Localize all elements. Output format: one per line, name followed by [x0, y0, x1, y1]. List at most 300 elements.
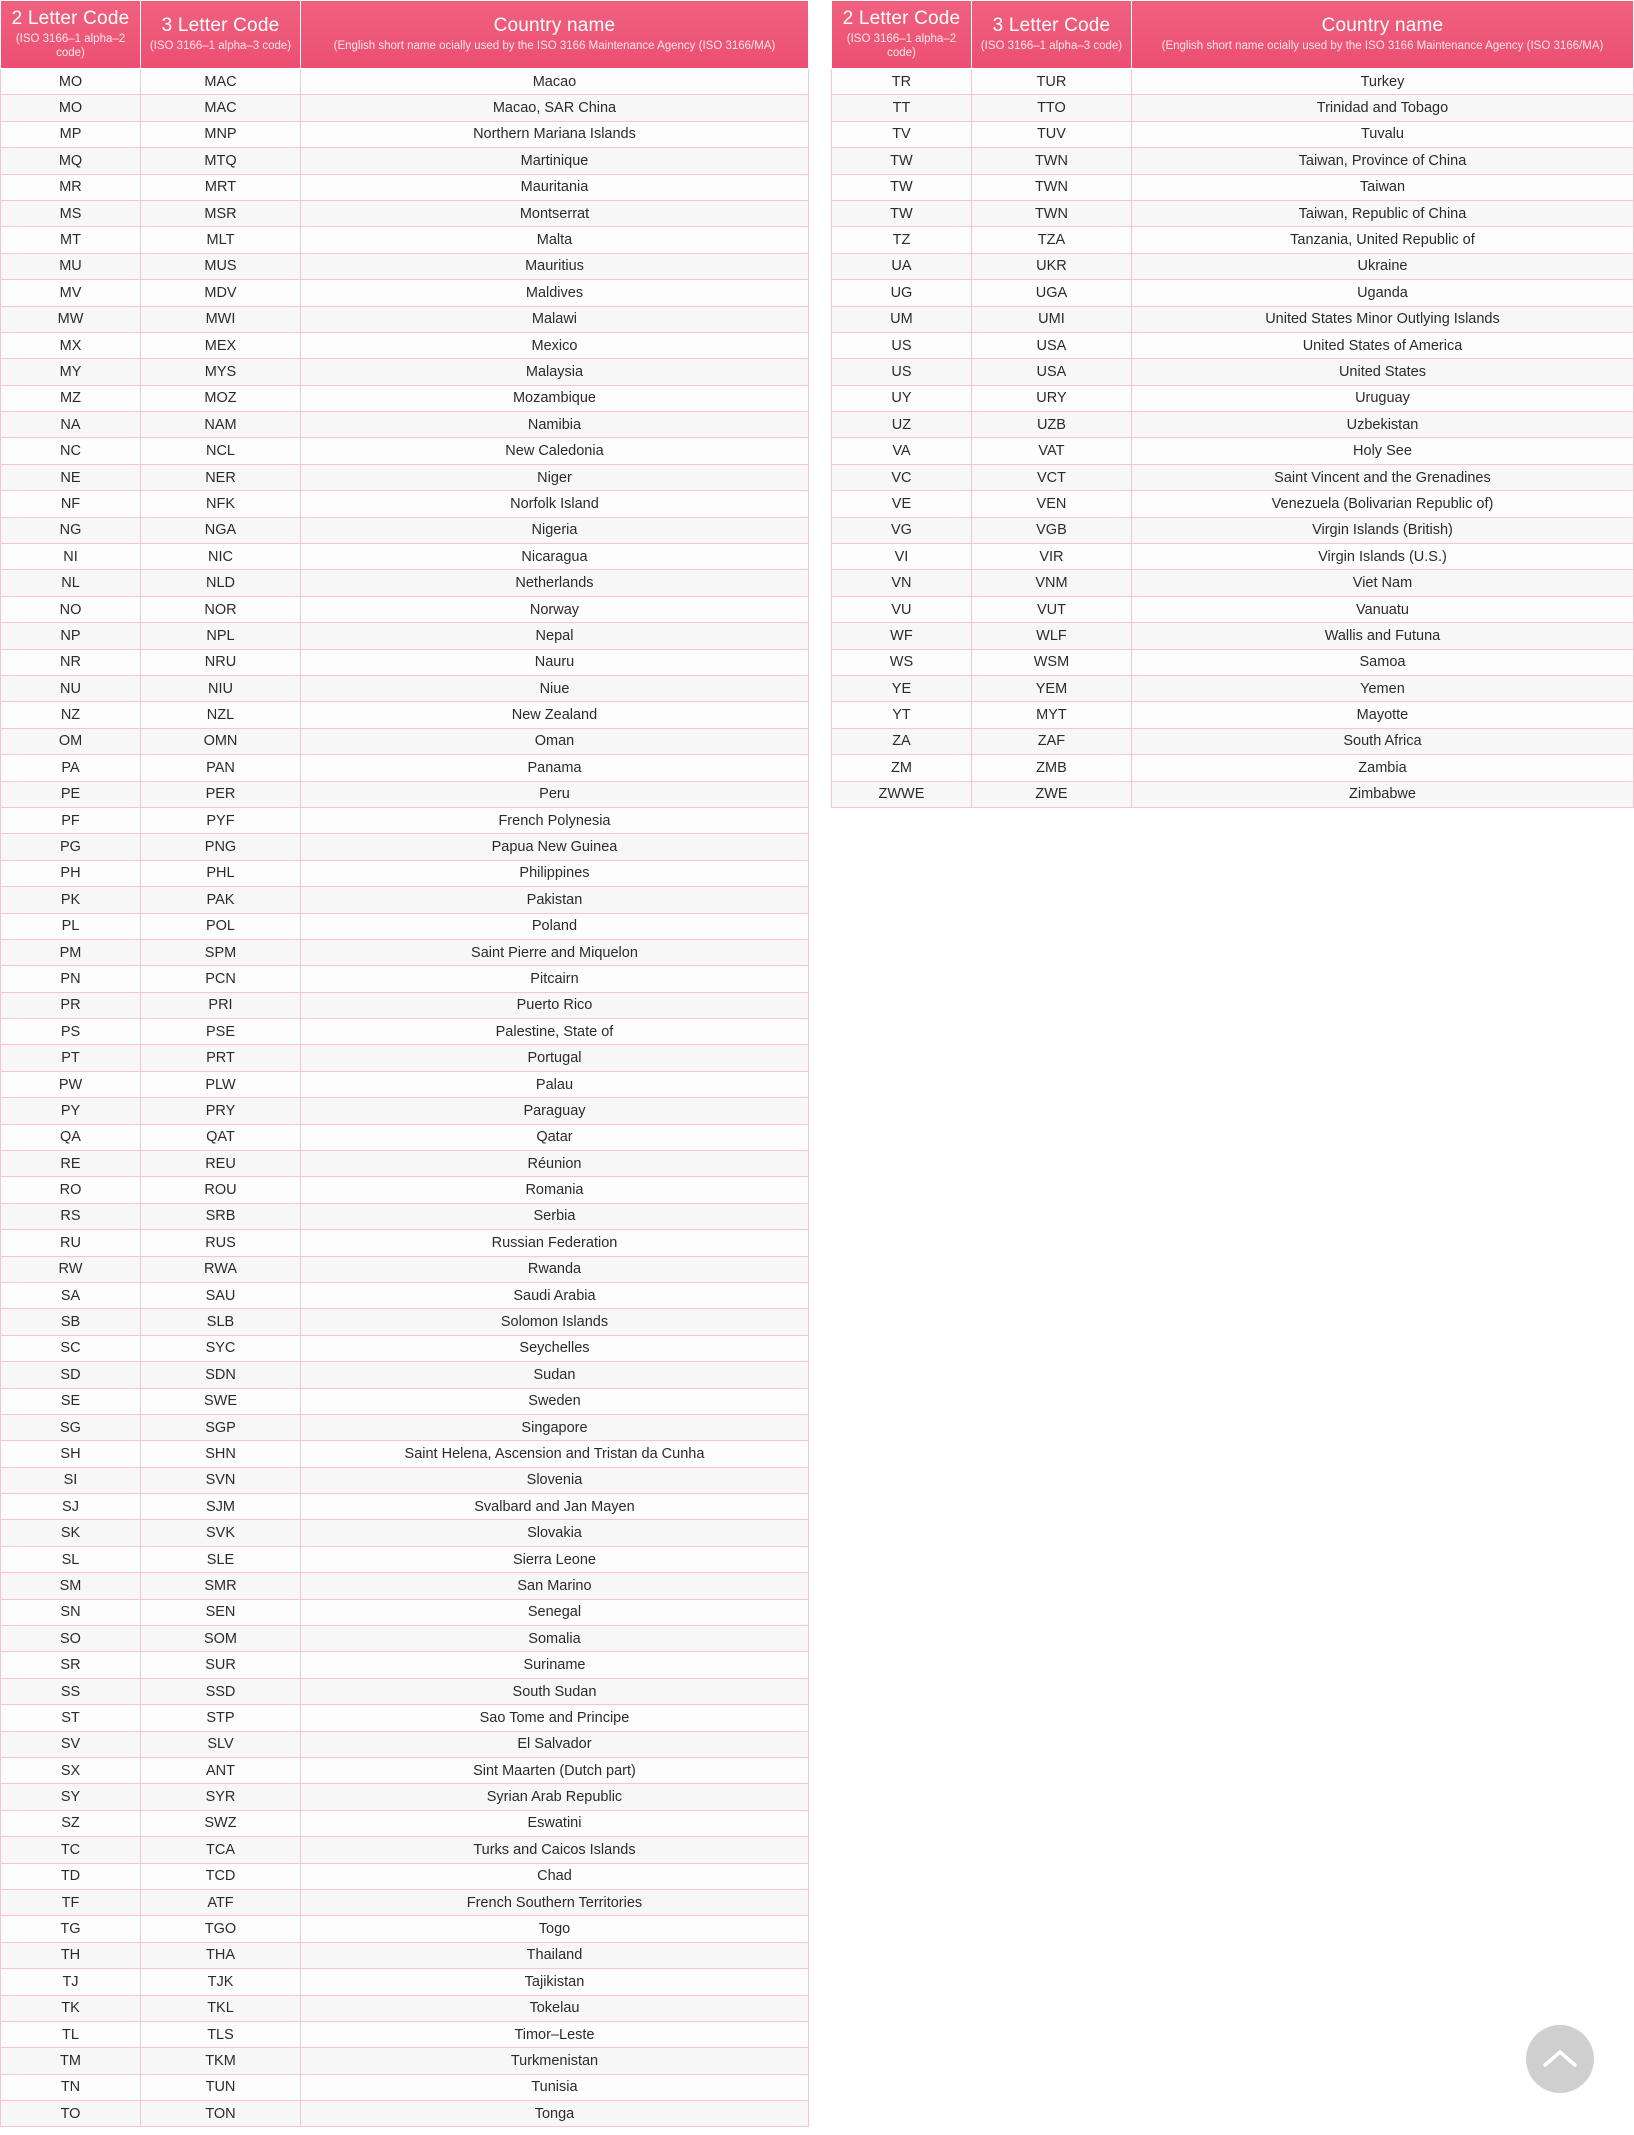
- cell-country-name: Saint Vincent and the Grenadines: [1131, 464, 1633, 490]
- table-row: [1, 939, 809, 965]
- cell-3-letter-code: VUT: [971, 596, 1131, 622]
- cell-2-letter-code: VG: [831, 517, 971, 543]
- cell-country-name: Chad: [301, 1863, 809, 1889]
- table-row: [831, 781, 1633, 807]
- table-row: [1, 834, 809, 860]
- cell-3-letter-code: NZL: [141, 702, 301, 728]
- cell-country-name: Wallis and Futuna: [1131, 623, 1633, 649]
- table-row: [831, 280, 1633, 306]
- cell-country-name: Tanzania, United Republic of: [1131, 227, 1633, 253]
- cell-2-letter-code: TD: [1, 1863, 141, 1889]
- cell-country-name: Pitcairn: [301, 966, 809, 992]
- cell-2-letter-code: VN: [831, 570, 971, 596]
- table-row: [1, 913, 809, 939]
- cell-3-letter-code: TWN: [971, 200, 1131, 226]
- cell-country-name: Qatar: [301, 1124, 809, 1150]
- table-body-right: [831, 69, 1633, 808]
- header-country-subtitle: (English short name ocially used by the ISO 3166 Maintenance Agency (ISO 3166/MA): [1161, 40, 1604, 52]
- cell-2-letter-code: MY: [1, 359, 141, 385]
- table-row: [1, 1889, 809, 1915]
- table-row: [831, 517, 1633, 543]
- cell-3-letter-code: TTO: [971, 95, 1131, 121]
- cell-2-letter-code: PS: [1, 1019, 141, 1045]
- table-row: [1, 280, 809, 306]
- table-row: [1, 781, 809, 807]
- cell-3-letter-code: PAN: [141, 755, 301, 781]
- cell-3-letter-code: SUR: [141, 1652, 301, 1678]
- cell-2-letter-code: RO: [1, 1177, 141, 1203]
- cell-3-letter-code: SSD: [141, 1678, 301, 1704]
- cell-2-letter-code: SB: [1, 1309, 141, 1335]
- table-row: [1, 1652, 809, 1678]
- table-row: [1, 1705, 809, 1731]
- cell-country-name: Philippines: [301, 860, 809, 886]
- cell-3-letter-code: MOZ: [141, 385, 301, 411]
- cell-2-letter-code: SC: [1, 1335, 141, 1361]
- cell-2-letter-code: VC: [831, 464, 971, 490]
- table-header-right: [831, 1, 1633, 69]
- cell-2-letter-code: ZM: [831, 755, 971, 781]
- cell-3-letter-code: TCA: [141, 1837, 301, 1863]
- cell-3-letter-code: TCD: [141, 1863, 301, 1889]
- cell-3-letter-code: PRT: [141, 1045, 301, 1071]
- cell-3-letter-code: NRU: [141, 649, 301, 675]
- cell-country-name: Niger: [301, 464, 809, 490]
- table-row: [1, 1599, 809, 1625]
- header-country-name: [301, 1, 809, 69]
- table-row: [831, 385, 1633, 411]
- table-row: [831, 148, 1633, 174]
- table-row: [1, 1942, 809, 1968]
- cell-country-name: Saint Pierre and Miquelon: [301, 939, 809, 965]
- cell-country-name: Rwanda: [301, 1256, 809, 1282]
- cell-3-letter-code: UGA: [971, 280, 1131, 306]
- cell-2-letter-code: NL: [1, 570, 141, 596]
- table-row: [1, 992, 809, 1018]
- cell-3-letter-code: ZAF: [971, 728, 1131, 754]
- cell-2-letter-code: MS: [1, 200, 141, 226]
- cell-3-letter-code: NGA: [141, 517, 301, 543]
- cell-2-letter-code: ST: [1, 1705, 141, 1731]
- cell-3-letter-code: TON: [141, 2101, 301, 2127]
- cell-3-letter-code: VGB: [971, 517, 1131, 543]
- cell-3-letter-code: SLB: [141, 1309, 301, 1335]
- cell-country-name: Sint Maarten (Dutch part): [301, 1758, 809, 1784]
- cell-2-letter-code: WS: [831, 649, 971, 675]
- cell-country-name: Palestine, State of: [301, 1019, 809, 1045]
- cell-3-letter-code: PYF: [141, 807, 301, 833]
- header-2-letter-code: [831, 1, 971, 69]
- table-row: [1, 1626, 809, 1652]
- cell-country-name: Sierra Leone: [301, 1546, 809, 1572]
- table-row: [1, 1309, 809, 1335]
- cell-2-letter-code: MW: [1, 306, 141, 332]
- cell-3-letter-code: MNP: [141, 121, 301, 147]
- cell-2-letter-code: NP: [1, 623, 141, 649]
- cell-3-letter-code: VIR: [971, 544, 1131, 570]
- cell-3-letter-code: PLW: [141, 1071, 301, 1097]
- cell-3-letter-code: NIC: [141, 544, 301, 570]
- table-row: [1, 807, 809, 833]
- table-row: [831, 728, 1633, 754]
- cell-3-letter-code: SGP: [141, 1414, 301, 1440]
- cell-3-letter-code: TUN: [141, 2074, 301, 2100]
- cell-2-letter-code: PA: [1, 755, 141, 781]
- cell-3-letter-code: SPM: [141, 939, 301, 965]
- table-row: [1, 1388, 809, 1414]
- cell-country-name: Turkmenistan: [301, 2048, 809, 2074]
- table-row: [1, 1151, 809, 1177]
- cell-country-name: Mauritania: [301, 174, 809, 200]
- cell-3-letter-code: SAU: [141, 1282, 301, 1308]
- cell-2-letter-code: OM: [1, 728, 141, 754]
- cell-2-letter-code: YT: [831, 702, 971, 728]
- cell-3-letter-code: PRI: [141, 992, 301, 1018]
- table-row: [1, 860, 809, 886]
- cell-3-letter-code: MLT: [141, 227, 301, 253]
- cell-country-name: Vanuatu: [1131, 596, 1633, 622]
- cell-3-letter-code: SOM: [141, 1626, 301, 1652]
- cell-3-letter-code: QAT: [141, 1124, 301, 1150]
- cell-country-name: Malaysia: [301, 359, 809, 385]
- cell-3-letter-code: STP: [141, 1705, 301, 1731]
- header-country-name: [1131, 1, 1633, 69]
- table-row: [1, 1731, 809, 1757]
- table-row: [1, 887, 809, 913]
- cell-country-name: Virgin Islands (British): [1131, 517, 1633, 543]
- cell-3-letter-code: ATF: [141, 1889, 301, 1915]
- cell-country-name: Macao, SAR China: [301, 95, 809, 121]
- table-row: [1, 1916, 809, 1942]
- table-row: [1, 1362, 809, 1388]
- cell-3-letter-code: MTQ: [141, 148, 301, 174]
- table-row: [1, 332, 809, 358]
- cell-2-letter-code: MO: [1, 95, 141, 121]
- table-row: [831, 227, 1633, 253]
- cell-2-letter-code: SV: [1, 1731, 141, 1757]
- cell-3-letter-code: UMI: [971, 306, 1131, 332]
- cell-2-letter-code: TG: [1, 1916, 141, 1942]
- table-row: [1, 385, 809, 411]
- cell-country-name: Taiwan: [1131, 174, 1633, 200]
- cell-country-name: Mauritius: [301, 253, 809, 279]
- cell-country-name: Nigeria: [301, 517, 809, 543]
- cell-3-letter-code: ROU: [141, 1177, 301, 1203]
- cell-country-name: Tonga: [301, 2101, 809, 2127]
- cell-2-letter-code: SO: [1, 1626, 141, 1652]
- cell-country-name: Viet Nam: [1131, 570, 1633, 596]
- cell-2-letter-code: MT: [1, 227, 141, 253]
- cell-country-name: Holy See: [1131, 438, 1633, 464]
- table-row: [1, 306, 809, 332]
- table-row: [831, 623, 1633, 649]
- cell-2-letter-code: UG: [831, 280, 971, 306]
- table-row: [831, 544, 1633, 570]
- table-row: [831, 491, 1633, 517]
- table-row: [1, 1124, 809, 1150]
- table-row: [831, 253, 1633, 279]
- right-table-wrapper: [831, 0, 1634, 808]
- cell-3-letter-code: TKL: [141, 1995, 301, 2021]
- cell-3-letter-code: YEM: [971, 675, 1131, 701]
- cell-2-letter-code: PN: [1, 966, 141, 992]
- cell-country-name: South Africa: [1131, 728, 1633, 754]
- header-2-letter-subtitle: (ISO 3166–1 alpha–2 code): [846, 33, 957, 59]
- cell-3-letter-code: NCL: [141, 438, 301, 464]
- cell-3-letter-code: SEN: [141, 1599, 301, 1625]
- header-3-letter-subtitle: (ISO 3166–1 alpha–3 code): [980, 40, 1123, 52]
- cell-2-letter-code: SS: [1, 1678, 141, 1704]
- cell-2-letter-code: NR: [1, 649, 141, 675]
- cell-3-letter-code: SWE: [141, 1388, 301, 1414]
- cell-country-name: Zimbabwe: [1131, 781, 1633, 807]
- cell-2-letter-code: SI: [1, 1467, 141, 1493]
- cell-3-letter-code: MRT: [141, 174, 301, 200]
- cell-country-name: Pakistan: [301, 887, 809, 913]
- cell-3-letter-code: SVK: [141, 1520, 301, 1546]
- cell-3-letter-code: ZMB: [971, 755, 1131, 781]
- cell-country-name: United States of America: [1131, 332, 1633, 358]
- table-row: [1, 174, 809, 200]
- cell-3-letter-code: NAM: [141, 412, 301, 438]
- table-row: [1, 1256, 809, 1282]
- cell-3-letter-code: PER: [141, 781, 301, 807]
- table-row: [831, 570, 1633, 596]
- table-row: [1, 1467, 809, 1493]
- header-country-title: Country name: [1321, 15, 1444, 36]
- header-2-letter-subtitle: (ISO 3166–1 alpha–2 code): [15, 33, 126, 59]
- cell-2-letter-code: SN: [1, 1599, 141, 1625]
- cell-2-letter-code: NU: [1, 675, 141, 701]
- cell-2-letter-code: MO: [1, 69, 141, 95]
- cell-country-name: Yemen: [1131, 675, 1633, 701]
- table-row: [1, 1810, 809, 1836]
- cell-2-letter-code: MX: [1, 332, 141, 358]
- table-row: [1, 1045, 809, 1071]
- cell-2-letter-code: PM: [1, 939, 141, 965]
- cell-2-letter-code: TM: [1, 2048, 141, 2074]
- cell-3-letter-code: TUV: [971, 121, 1131, 147]
- cell-2-letter-code: SK: [1, 1520, 141, 1546]
- cell-country-name: Sudan: [301, 1362, 809, 1388]
- cell-3-letter-code: TLS: [141, 2021, 301, 2047]
- cell-country-name: Uzbekistan: [1131, 412, 1633, 438]
- cell-country-name: Serbia: [301, 1203, 809, 1229]
- cell-2-letter-code: RS: [1, 1203, 141, 1229]
- cell-3-letter-code: PAK: [141, 887, 301, 913]
- cell-country-name: Malta: [301, 227, 809, 253]
- cell-2-letter-code: YE: [831, 675, 971, 701]
- table-row: [1, 570, 809, 596]
- table-row: [1, 1969, 809, 1995]
- table-row: [1, 1863, 809, 1889]
- cell-2-letter-code: NO: [1, 596, 141, 622]
- chevron-up-icon: [1543, 2048, 1577, 2070]
- cell-country-name: Norfolk Island: [301, 491, 809, 517]
- cell-country-name: Senegal: [301, 1599, 809, 1625]
- cell-country-name: Slovenia: [301, 1467, 809, 1493]
- table-row: [1, 253, 809, 279]
- cell-3-letter-code: THA: [141, 1942, 301, 1968]
- table-row: [831, 359, 1633, 385]
- cell-3-letter-code: PNG: [141, 834, 301, 860]
- table-row: [1, 755, 809, 781]
- cell-2-letter-code: PL: [1, 913, 141, 939]
- cell-3-letter-code: SYR: [141, 1784, 301, 1810]
- cell-country-name: Macao: [301, 69, 809, 95]
- cell-3-letter-code: USA: [971, 332, 1131, 358]
- table-row: [831, 412, 1633, 438]
- cell-country-name: Venezuela (Bolivarian Republic of): [1131, 491, 1633, 517]
- cell-2-letter-code: SM: [1, 1573, 141, 1599]
- table-row: [1, 1758, 809, 1784]
- table-row: [831, 438, 1633, 464]
- header-3-letter-title: 3 Letter Code: [992, 15, 1111, 36]
- cell-3-letter-code: UZB: [971, 412, 1131, 438]
- cell-country-name: Oman: [301, 728, 809, 754]
- cell-2-letter-code: TV: [831, 121, 971, 147]
- cell-3-letter-code: TJK: [141, 1969, 301, 1995]
- cell-3-letter-code: NLD: [141, 570, 301, 596]
- cell-country-name: Trinidad and Tobago: [1131, 95, 1633, 121]
- header-row: [831, 1, 1633, 69]
- cell-3-letter-code: SWZ: [141, 1810, 301, 1836]
- iso-codes-table-right: [831, 0, 1634, 808]
- cell-2-letter-code: WF: [831, 623, 971, 649]
- table-row: [1, 2101, 809, 2127]
- table-row: [1, 1071, 809, 1097]
- cell-country-name: Nicaragua: [301, 544, 809, 570]
- table-row: [1, 649, 809, 675]
- table-row: [1, 1784, 809, 1810]
- table-row: [1, 95, 809, 121]
- cell-3-letter-code: MYS: [141, 359, 301, 385]
- cell-country-name: Puerto Rico: [301, 992, 809, 1018]
- cell-3-letter-code: SVN: [141, 1467, 301, 1493]
- cell-3-letter-code: SLV: [141, 1731, 301, 1757]
- cell-3-letter-code: PSE: [141, 1019, 301, 1045]
- cell-country-name: Panama: [301, 755, 809, 781]
- cell-2-letter-code: SD: [1, 1362, 141, 1388]
- cell-country-name: Samoa: [1131, 649, 1633, 675]
- cell-country-name: Sweden: [301, 1388, 809, 1414]
- cell-2-letter-code: PG: [1, 834, 141, 860]
- cell-2-letter-code: VI: [831, 544, 971, 570]
- table-row: [831, 174, 1633, 200]
- cell-3-letter-code: URY: [971, 385, 1131, 411]
- cell-3-letter-code: NPL: [141, 623, 301, 649]
- cell-3-letter-code: TUR: [971, 69, 1131, 95]
- cell-3-letter-code: VCT: [971, 464, 1131, 490]
- cell-country-name: Martinique: [301, 148, 809, 174]
- cell-3-letter-code: TWN: [971, 148, 1131, 174]
- cell-2-letter-code: NG: [1, 517, 141, 543]
- table-row: [1, 2074, 809, 2100]
- cell-2-letter-code: TN: [1, 2074, 141, 2100]
- cell-3-letter-code: PCN: [141, 966, 301, 992]
- cell-country-name: Thailand: [301, 1942, 809, 1968]
- cell-2-letter-code: TR: [831, 69, 971, 95]
- cell-country-name: Saudi Arabia: [301, 1282, 809, 1308]
- cell-2-letter-code: UZ: [831, 412, 971, 438]
- cell-country-name: Eswatini: [301, 1810, 809, 1836]
- table-header-left: [1, 1, 809, 69]
- cell-3-letter-code: MSR: [141, 200, 301, 226]
- cell-country-name: Timor–Leste: [301, 2021, 809, 2047]
- cell-2-letter-code: TF: [1, 1889, 141, 1915]
- cell-3-letter-code: NIU: [141, 675, 301, 701]
- cell-country-name: Montserrat: [301, 200, 809, 226]
- cell-2-letter-code: UY: [831, 385, 971, 411]
- table-row: [831, 200, 1633, 226]
- cell-2-letter-code: NE: [1, 464, 141, 490]
- cell-2-letter-code: NI: [1, 544, 141, 570]
- cell-2-letter-code: VU: [831, 596, 971, 622]
- table-row: [831, 306, 1633, 332]
- table-row: [1, 1282, 809, 1308]
- cell-country-name: San Marino: [301, 1573, 809, 1599]
- cell-3-letter-code: RUS: [141, 1230, 301, 1256]
- table-row: [831, 702, 1633, 728]
- cell-country-name: Syrian Arab Republic: [301, 1784, 809, 1810]
- header-3-letter-subtitle: (ISO 3166–1 alpha–3 code): [149, 40, 292, 52]
- cell-country-name: French Southern Territories: [301, 1889, 809, 1915]
- table-row: [1, 1494, 809, 1520]
- table-row: [1, 517, 809, 543]
- cell-3-letter-code: WSM: [971, 649, 1131, 675]
- iso-codes-table-left: [0, 0, 809, 2127]
- cell-2-letter-code: US: [831, 359, 971, 385]
- cell-2-letter-code: UM: [831, 306, 971, 332]
- cell-2-letter-code: VE: [831, 491, 971, 517]
- cell-2-letter-code: RU: [1, 1230, 141, 1256]
- cell-3-letter-code: SRB: [141, 1203, 301, 1229]
- table-row: [1, 728, 809, 754]
- cell-3-letter-code: MAC: [141, 69, 301, 95]
- table-row: [1, 1019, 809, 1045]
- cell-3-letter-code: TZA: [971, 227, 1131, 253]
- cell-2-letter-code: MQ: [1, 148, 141, 174]
- table-row: [1, 2048, 809, 2074]
- cell-country-name: Tuvalu: [1131, 121, 1633, 147]
- cell-3-letter-code: PHL: [141, 860, 301, 886]
- cell-2-letter-code: MR: [1, 174, 141, 200]
- cell-country-name: United States: [1131, 359, 1633, 385]
- table-row: [1, 412, 809, 438]
- table-row: [831, 95, 1633, 121]
- header-3-letter-code: [971, 1, 1131, 69]
- cell-2-letter-code: SA: [1, 1282, 141, 1308]
- cell-2-letter-code: TW: [831, 148, 971, 174]
- cell-country-name: Svalbard and Jan Mayen: [301, 1494, 809, 1520]
- table-row: [1, 1230, 809, 1256]
- scroll-to-top-button[interactable]: [1526, 2025, 1594, 2093]
- cell-country-name: Russian Federation: [301, 1230, 809, 1256]
- table-row: [831, 69, 1633, 95]
- cell-2-letter-code: UA: [831, 253, 971, 279]
- table-row: [1, 359, 809, 385]
- table-row: [1, 1335, 809, 1361]
- cell-3-letter-code: USA: [971, 359, 1131, 385]
- cell-country-name: Singapore: [301, 1414, 809, 1440]
- cell-3-letter-code: MDV: [141, 280, 301, 306]
- cell-country-name: Peru: [301, 781, 809, 807]
- cell-3-letter-code: WLF: [971, 623, 1131, 649]
- table-row: [1, 1573, 809, 1599]
- cell-3-letter-code: SDN: [141, 1362, 301, 1388]
- cell-country-name: Niue: [301, 675, 809, 701]
- cell-country-name: Paraguay: [301, 1098, 809, 1124]
